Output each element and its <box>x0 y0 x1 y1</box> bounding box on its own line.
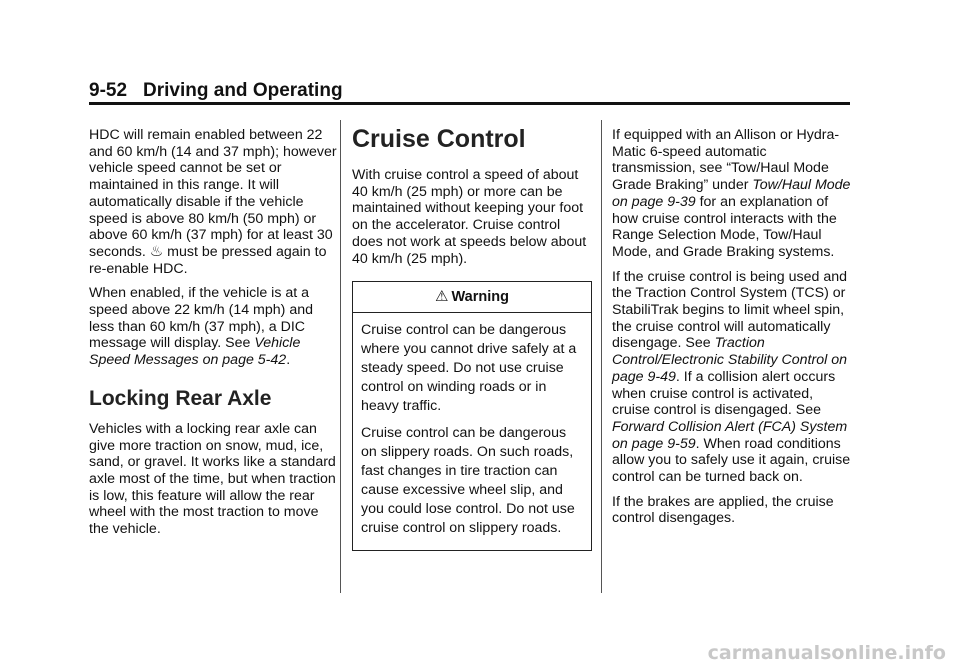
warning-paragraph-1: Cruise control can be dangerous where you cannot drive safely at a steady speed. Do not use cruise control on winding roads or in heavy traffic. <box>361 321 577 414</box>
column-divider-1 <box>340 120 341 593</box>
warning-paragraph-2: Cruise control can be dangerous on slippery roads. On such roads, fast changes in tire traction can cause excessive wheel slip, and you could lose control. Do not use cruise control on slippery roads. <box>361 424 575 536</box>
header-rule <box>89 102 850 105</box>
warning-header <box>353 282 591 313</box>
page-header <box>89 80 850 102</box>
column-left <box>89 127 337 546</box>
column-middle <box>352 127 592 551</box>
locking-rear-axle-heading: Locking Rear Axle <box>89 386 272 410</box>
forward-collision-alert-link[interactable]: Forward Collision Alert (FCA) System on page 9-59 <box>612 418 848 452</box>
brakes-paragraph: If the brakes are applied, the cruise control disengages. <box>612 493 834 527</box>
page-number: 9-52 <box>89 80 128 101</box>
hdc-paragraph: HDC will remain enabled between 22 and 60 km/h (14 and 37 mph); however vehicle speed cannot be set or maintained in this range. It will automatically disable if the vehicle speed is above 80 km/h (50 mph) or above 60 km/h (37 mph) for at least 30 seconds. ♨ must be pressed again to re-enable HDC. <box>89 127 337 277</box>
hdc-button-icon: ♨ <box>149 242 164 260</box>
locking-axle-paragraph: Vehicles with a locking rear axle can give more traction on snow, mud, ice, sand, or gravel. It works like a standard axle most of the time, but when traction is low, this feature will allow the rear wheel with the most traction to move the vehicle. <box>89 420 336 538</box>
section-title: Driving and Operating <box>143 80 343 101</box>
warning-title: Warning <box>451 289 509 306</box>
column-right <box>612 127 852 535</box>
allison-paragraph: If equipped with an Allison or Hydra-Matic 6-speed automatic transmission, see “Tow/Haul Mode Grade Braking” under Tow/Haul Mode on page 9-39 for an explanation of how cruise control interacts with the Range Selection Mode, Tow/Haul Mode, and Grade Braking systems. <box>612 127 851 260</box>
column-divider-2 <box>601 120 602 593</box>
cruise-control-heading: Cruise Control <box>352 125 526 153</box>
traction-control-link[interactable]: Traction Control/Electronic Stability Control on page 9-49 <box>612 335 847 385</box>
warning-body <box>353 313 591 550</box>
tcs-paragraph: If the cruise control is being used and the Traction Control System (TCS) or StabiliTrak begins to limit wheel spin, the cruise control will automatically disengage. See Traction Control/Electronic Stability Control on page 9-49. If a collision alert occurs when cruise control is activated, cruise control is disengaged. See Forward Collision Alert (FCA) System on page 9-59. When road conditions allow you to safely use it again, cruise control can be turned back on. <box>612 268 851 486</box>
dic-paragraph: When enabled, if the vehicle is at a speed above 22 km/h (14 mph) and less than 60 km/h (37 mph), a DIC message will display. See Vehicle Speed Messages on page 5-42. <box>89 285 313 369</box>
vehicle-speed-messages-link[interactable]: Vehicle Speed Messages on page 5-42 <box>89 335 301 369</box>
watermark: carmanualsonline.info <box>707 642 946 664</box>
warning-icon: ⚠ <box>435 288 449 306</box>
cruise-intro-paragraph: With cruise control a speed of about 40 km/h (25 mph) or more can be maintained without keeping your foot on the accelerator. Cruise control does not work at speeds below about 40 km/h (25 mph). <box>352 167 587 267</box>
warning-box <box>352 281 592 551</box>
tow-haul-mode-link[interactable]: Tow/Haul Mode on page 9-39 <box>612 177 851 210</box>
